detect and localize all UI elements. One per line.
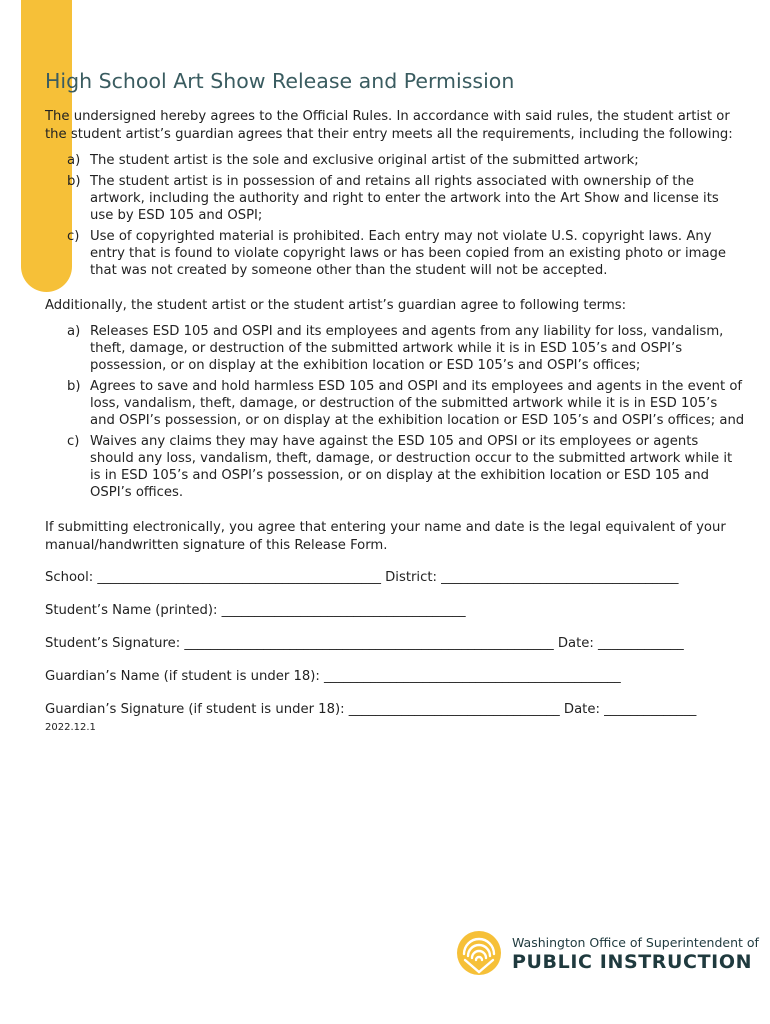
list-item-text: Releases ESD 105 and OSPI and its employees and agents from any liability for loss, vandalism, theft, damage, or destruction of the submitted artwork while it is in ESD 105’s and OSPI’s possession, or on display at the exhibition location or ESD 105’s and OSPI’s offices;	[90, 324, 724, 373]
list-item-text: The student artist is in possession of and retains all rights associated with ownership of the artwork, including the authority and right to enter the artwork into the Art Show and license its use by ESD 105 and OSPI;	[90, 174, 719, 223]
student-signature-field[interactable]: Student’s Signature: ________________________________________________________ Date: _____________	[45, 636, 684, 651]
ospi-logo	[456, 930, 759, 980]
electronic-signature-note: If submitting electronically, you agree that entering your name and date is the legal equivalent of your manual/handwritten signature of this Release Form.	[45, 520, 726, 553]
list-item	[45, 378, 745, 429]
logo-line-2: PUBLIC INSTRUCTION	[512, 951, 753, 973]
list-marker: c)	[67, 229, 80, 244]
list-item	[45, 433, 745, 501]
terms-list	[45, 323, 745, 501]
guardian-signature-field[interactable]: Guardian’s Signature (if student is under 18): ________________________________ Date: ______________	[45, 702, 697, 717]
list-marker: a)	[67, 324, 81, 339]
sunrise-arcs-icon	[456, 930, 502, 976]
intro-paragraph: The undersigned hereby agrees to the Official Rules. In accordance with said rules, the student artist or the student artist’s guardian agrees that their entry meets all the requirements, including the following:	[45, 109, 733, 142]
page-title: High School Art Show Release and Permission	[45, 69, 515, 93]
list-marker: c)	[67, 434, 80, 449]
list-marker: b)	[67, 174, 81, 189]
document-body	[45, 66, 745, 734]
additional-terms-intro: Additionally, the student artist or the student artist’s guardian agree to following terms:	[45, 298, 627, 313]
guardian-name-field[interactable]: Guardian’s Name (if student is under 18): _____________________________________________	[45, 669, 621, 684]
list-marker: b)	[67, 379, 81, 394]
student-name-field[interactable]: Student’s Name (printed): _____________________________________	[45, 603, 466, 618]
list-item	[45, 228, 745, 279]
requirements-list	[45, 152, 745, 279]
school-district-field[interactable]: School: ___________________________________________ District: ____________________________________	[45, 570, 679, 585]
list-item-text: Use of copyrighted material is prohibited. Each entry may not violate U.S. copyright laws. Any entry that is found to violate copyright laws or has been copied from an existing photo or image that was not created by someone other than the student will not be accepted.	[90, 229, 727, 278]
list-item-text: The student artist is the sole and exclusive original artist of the submitted artwork;	[90, 153, 639, 168]
list-item	[45, 173, 745, 224]
list-marker: a)	[67, 153, 81, 168]
version-label: 2022.12.1	[45, 722, 96, 733]
logo-line-1: Washington Office of Superintendent of	[512, 935, 759, 950]
list-item-text: Agrees to save and hold harmless ESD 105 and OSPI and its employees and agents in the event of loss, vandalism, theft, damage, or destruction of the submitted artwork while it is in ESD 105’s and OSPI’s possession, or on display at the exhibition location or ESD 105’s and OSPI’s offices; and	[90, 379, 745, 428]
list-item-text: Waives any claims they may have against the ESD 105 and OPSI or its employees or agents should any loss, vandalism, theft, damage, or destruction occur to the submitted artwork while it is in ESD 105’s and OSPI’s possession, or on display at the exhibition location or ESD 105 and OSPI’s offices.	[90, 434, 733, 500]
list-item	[45, 152, 745, 169]
list-item	[45, 323, 745, 374]
